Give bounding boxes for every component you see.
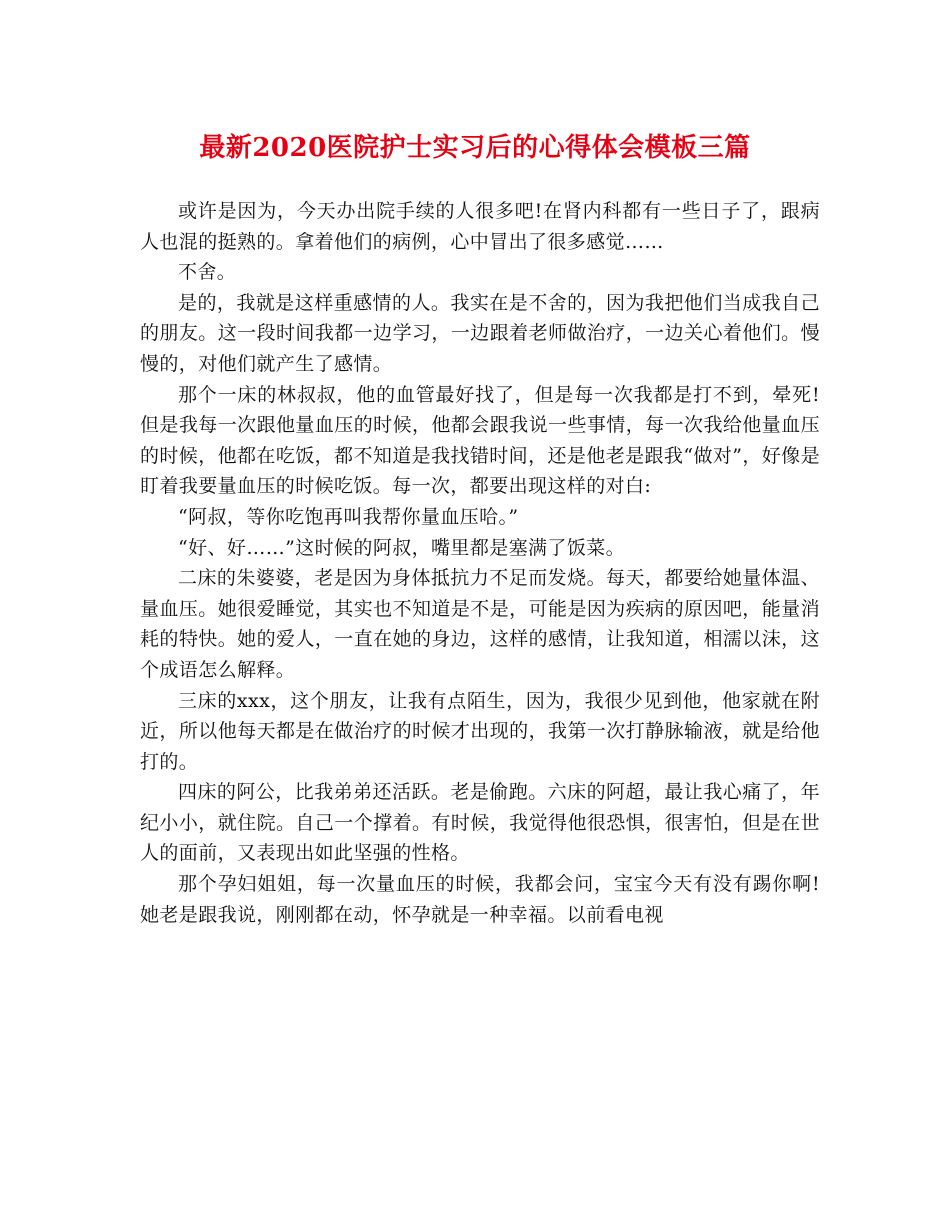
paragraph: 二床的朱婆婆，老是因为身体抵抗力不足而发烧。每天，都要给她量体温、量血压。她很爱睡觉，其实也不知道是不是，可能是因为疾病的原因吧，能量消耗的特快。她的爱人，一直在她的身边，这样的感情，让我知道，相濡以沫，这个成语怎么解释。 xyxy=(140,567,820,681)
paragraph: 三床的xxx，这个朋友，让我有点陌生，因为，我很少见到他，他家就在附近，所以他每天都是在做治疗的时候才出现的，我第一次打静脉输液，就是给他打的。 xyxy=(140,689,820,773)
paragraph: 或许是因为，今天办出院手续的人很多吧!在肾内科都有一些日子了，跟病人也混的挺熟的。拿着他们的病例，心中冒出了很多感觉…… xyxy=(140,200,820,253)
paragraph: 四床的阿公，比我弟弟还活跃。老是偷跑。六床的阿超，最让我心痛了，年纪小小，就住院。自己一个撑着。有时候，我觉得他很恐惧，很害怕，但是在世人的面前，又表现出如此坚强的性格。 xyxy=(140,781,820,865)
paragraph: 那个一床的林叔叔，他的血管最好找了，但是每一次我都是打不到，晕死!但是我每一次跟他量血压的时候，他都会跟我说一些事情，每一次我给他量血压的时候，他都在吃饭，都不知道是我找错时间，还是他老是跟我“做对”，好像是盯着我要量血压的时候吃饭。每一次，都要出现这样的对白: xyxy=(140,383,820,498)
paragraph: 那个孕妇姐姐，每一次量血压的时候，我都会问，宝宝今天有没有踢你啊!她老是跟我说，刚刚都在动，怀孕就是一种幸福。以前看电视 xyxy=(140,873,820,926)
dialogue-line: “阿叔，等你吃饱再叫我帮你量血压哈。” xyxy=(178,505,519,528)
document-body xyxy=(140,196,820,930)
paragraph: 是的，我就是这样重感情的人。我实在是不舍的，因为我把他们当成我自己的朋友。这一段时间我都一边学习，一边跟着老师做治疗，一边关心着他们。慢慢的，对他们就产生了感情。 xyxy=(140,291,820,375)
document-title: 最新2020医院护士实习后的心得体会模板三篇 xyxy=(199,133,751,163)
paragraph: 不舍。 xyxy=(178,261,237,284)
dialogue-line: “好、好……”这时候的阿叔，嘴里都是塞满了饭菜。 xyxy=(178,536,626,559)
